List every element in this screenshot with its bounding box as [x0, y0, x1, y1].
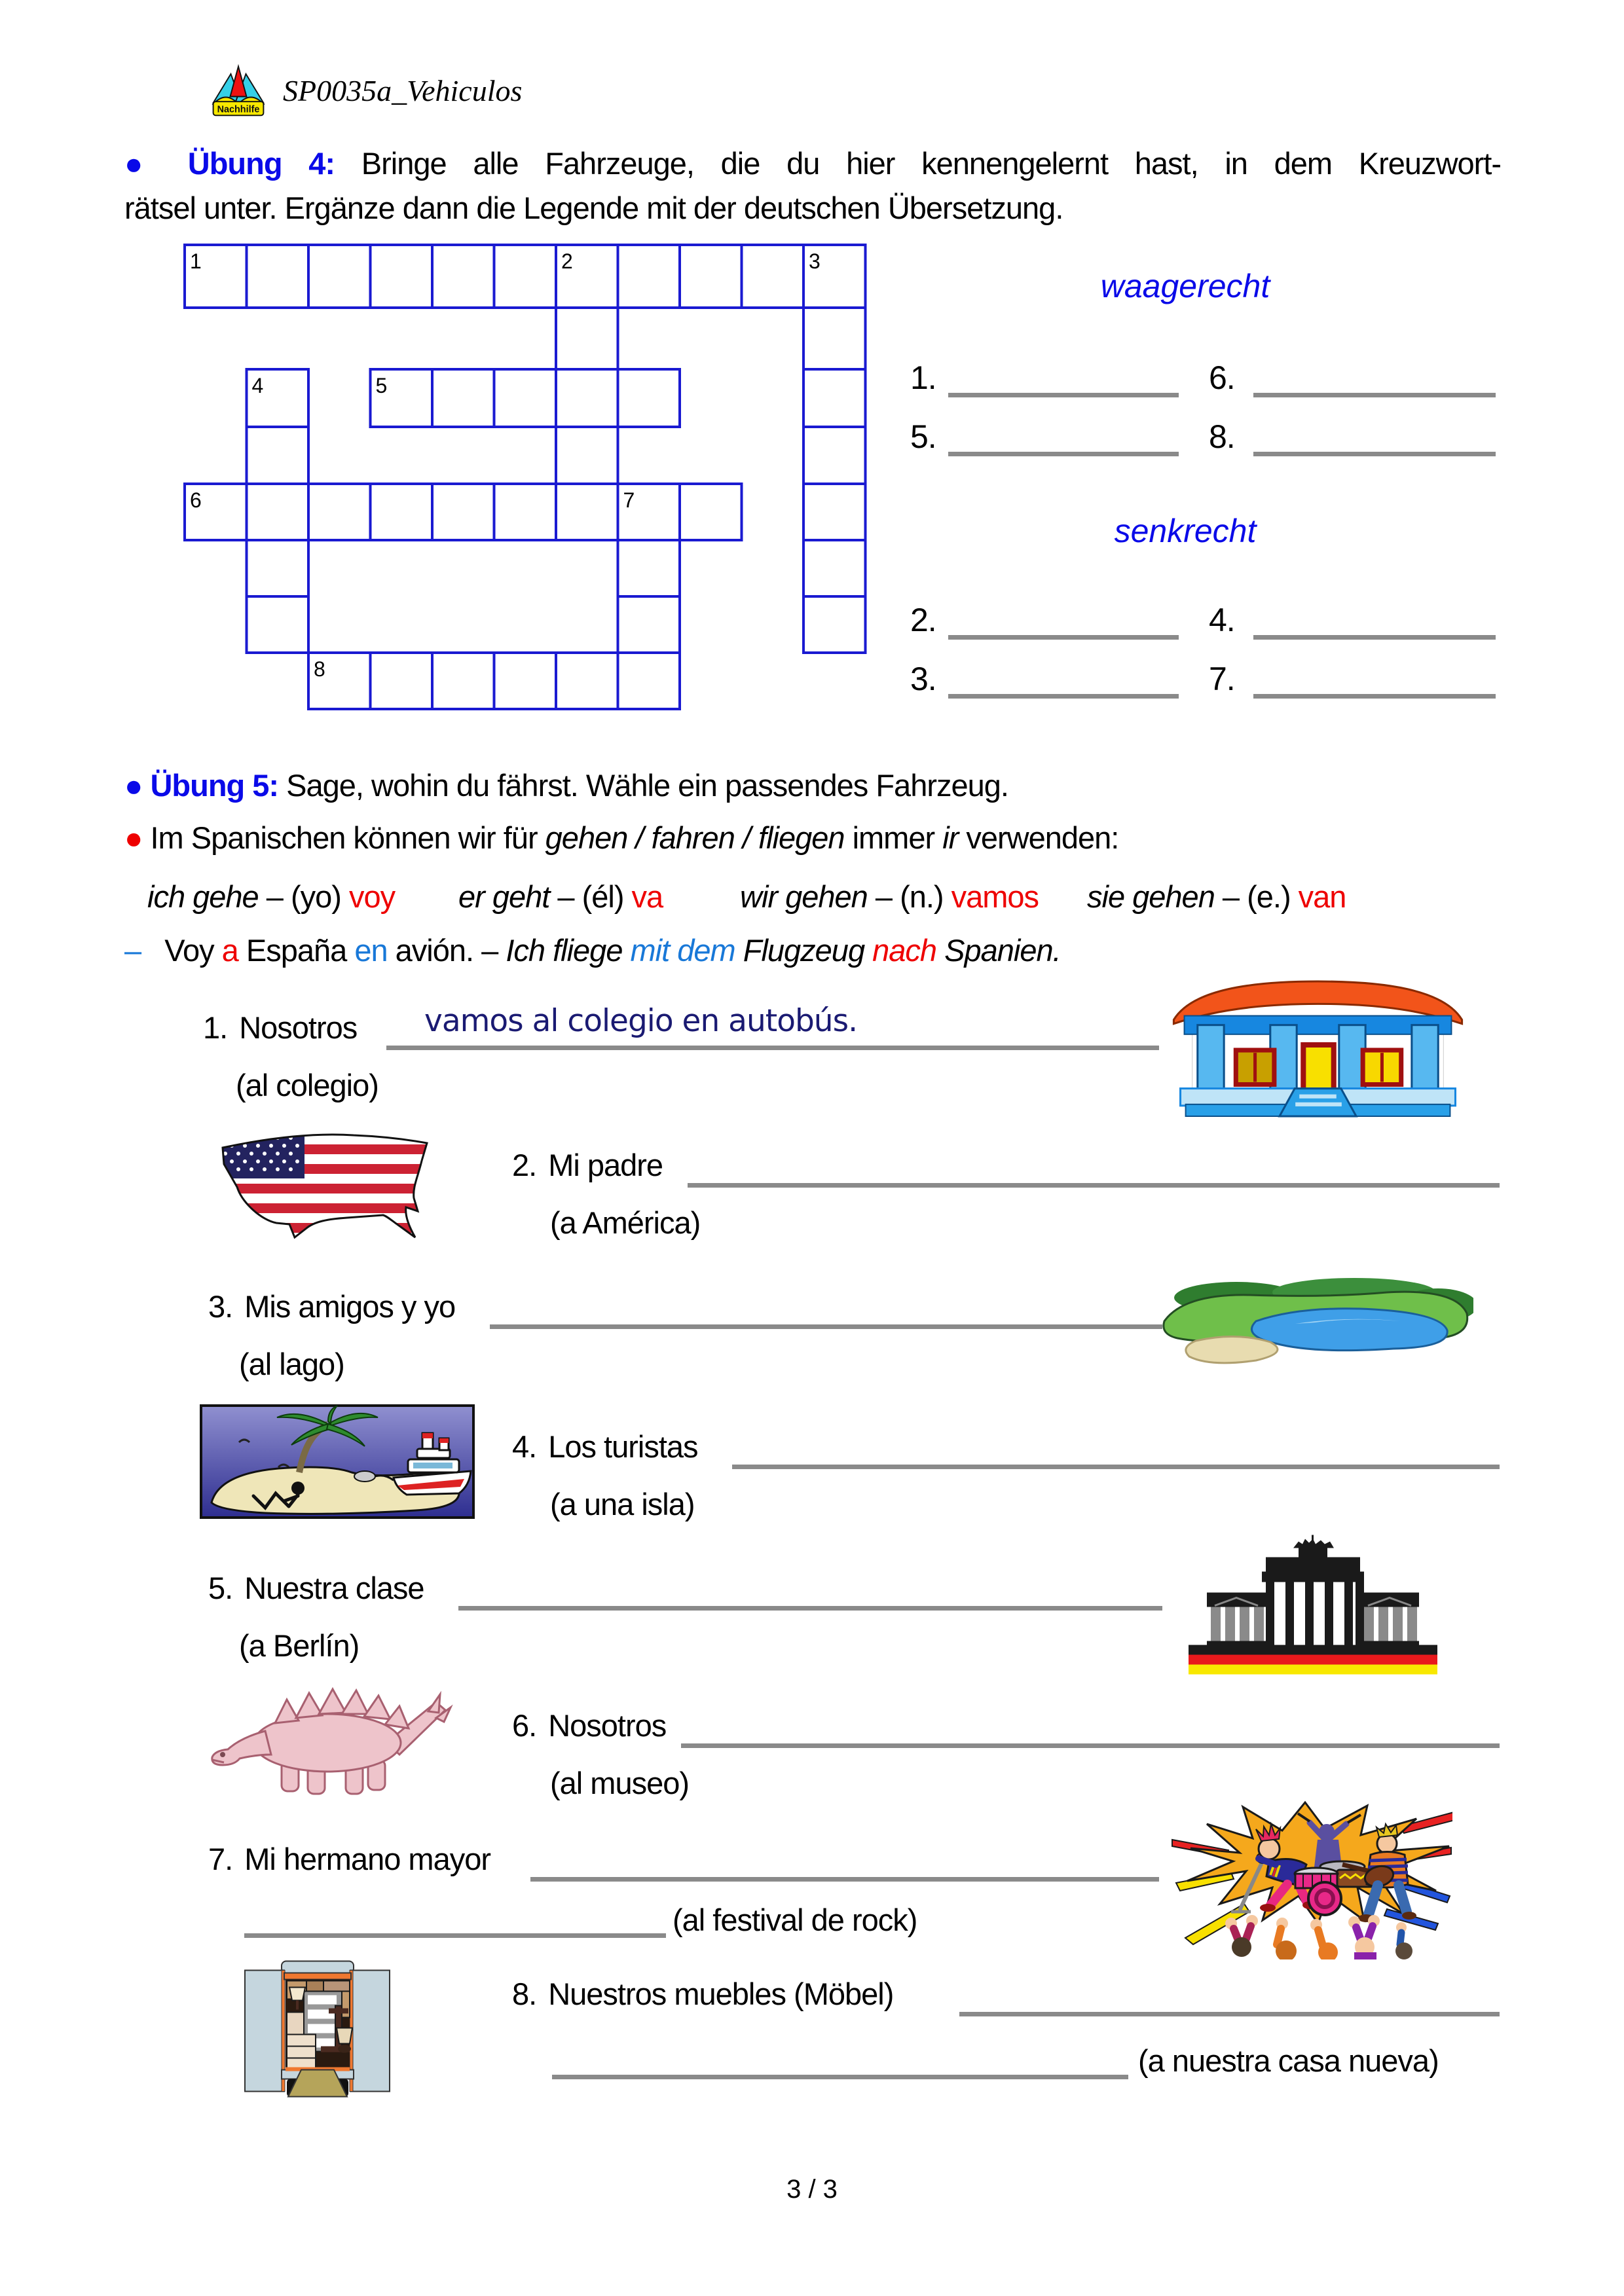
conjugation-group-4	[1087, 879, 1346, 915]
crossword-legend	[871, 262, 1500, 720]
exercise-item-6	[512, 1707, 666, 1743]
crossword-cell-number: 1	[190, 249, 202, 273]
crossword-cell	[803, 369, 866, 427]
island-image	[200, 1404, 475, 1519]
item5-hint: (a Berlín)	[239, 1628, 360, 1663]
crossword-cell	[371, 653, 433, 709]
conjugation-group-3	[740, 879, 1039, 915]
crossword-cell	[803, 308, 866, 369]
uebung5-bullet: ●	[124, 768, 143, 803]
conj1-de: ich gehe	[147, 879, 259, 914]
uebung4-bullet: ●	[124, 146, 162, 181]
uebung5-text: Sage, wohin du fährst. Wähle ein passendes Fahrzeug.	[286, 768, 1008, 803]
conj3-pron: (n.)	[900, 879, 944, 914]
legend-across-num-6: 6.	[1209, 359, 1235, 396]
item7-number: 7.	[208, 1842, 233, 1876]
answer-line-down-7	[1253, 694, 1496, 699]
conj1-pron: (yo)	[290, 879, 341, 914]
note-ir: ir	[942, 820, 959, 855]
exercise-item-7	[208, 1841, 490, 1877]
crossword-cell-number: 6	[190, 488, 202, 512]
crossword-cell	[618, 596, 680, 653]
crossword-cell	[680, 245, 742, 308]
crossword-cell	[371, 484, 433, 540]
example-ich-fliege: Ich fliege	[506, 933, 631, 968]
answer-line-across-1	[948, 393, 1179, 397]
svg-text:Nachhilfe: Nachhilfe	[217, 104, 260, 115]
crossword-cell-number: 3	[809, 249, 821, 273]
answer-line-down-3	[948, 694, 1179, 699]
example-voy: Voy	[164, 933, 222, 968]
crossword-cell	[618, 369, 680, 427]
crossword-cell	[556, 427, 618, 484]
nachhilfe-logo-icon	[207, 58, 270, 120]
item3-hint: (al lago)	[239, 1347, 344, 1381]
uebung5-heading	[124, 767, 1008, 803]
item4-number: 4.	[512, 1429, 537, 1464]
answer-line-down-4	[1253, 635, 1496, 640]
item3-lead: Mis amigos y yo	[244, 1289, 456, 1324]
uebung4-text-line1: Bringe alle Fahrzeuge, die du hier kennengelernt hast, in dem Kreuzwort-	[361, 146, 1502, 181]
crossword-cell	[432, 653, 494, 709]
note-pre: Im Spanischen können wir für	[150, 820, 545, 855]
conj2-es: va	[631, 879, 663, 914]
crossword-cell	[371, 245, 433, 308]
conj2-de: er geht	[458, 879, 550, 914]
note-mid: immer	[844, 820, 943, 855]
uebung4-line1	[124, 145, 1501, 181]
crossword-cell	[556, 369, 618, 427]
crossword-cell	[742, 245, 804, 308]
example-mit-dem: mit dem	[630, 933, 735, 968]
crossword-cell	[432, 369, 494, 427]
crossword-cell	[247, 540, 309, 596]
crossword-cell	[680, 484, 742, 540]
legend-down-num-4: 4.	[1209, 602, 1235, 638]
page-number: 3 / 3	[786, 2175, 838, 2204]
crossword-cell	[803, 596, 866, 653]
crossword-cell	[247, 427, 309, 484]
crossword-cell	[803, 540, 866, 596]
note-fliegen: fliegen	[758, 820, 845, 855]
crossword-grid	[183, 244, 867, 711]
legend-down-num-3: 3.	[910, 661, 936, 697]
answer-line-down-2	[948, 635, 1179, 640]
answer-line-7	[530, 1877, 1159, 1882]
uebung5-label: Übung 5:	[150, 768, 279, 803]
item3-number: 3.	[208, 1289, 233, 1324]
exercise-item-8	[512, 1976, 893, 2012]
item7-hint: (al festival de rock)	[673, 1903, 917, 1937]
item4-lead: Los turistas	[548, 1429, 698, 1464]
legend-across-num-5: 5.	[910, 418, 936, 455]
uebung4-line2: rätsel unter. Ergänze dann die Legende mit der deutschen Übersetzung.	[124, 191, 1063, 225]
crossword-cell	[556, 484, 618, 540]
dinosaur-image	[203, 1677, 458, 1795]
legend-across-num-1: 1.	[910, 359, 936, 396]
exercise-item-4	[512, 1429, 698, 1465]
note-fahren: fahren	[651, 820, 735, 855]
item5-number: 5.	[208, 1571, 233, 1605]
example-a: a	[221, 933, 238, 968]
crossword-cell	[247, 245, 309, 308]
answer-line-8b	[552, 2075, 1128, 2079]
crossword-cell	[618, 245, 680, 308]
crossword-cell	[803, 427, 866, 484]
example-flugzeug: Flugzeug	[735, 933, 873, 968]
item1-answer: vamos al colegio en autobús.	[424, 1003, 858, 1039]
page-title: SP0035a_Vehiculos	[283, 74, 523, 107]
item1-number: 1.	[203, 1010, 228, 1045]
uebung4-label: Übung 4:	[187, 146, 335, 181]
legend-down-num-2: 2.	[910, 602, 936, 638]
legend-down-num-7: 7.	[1209, 661, 1235, 697]
conj2-pron: (él)	[581, 879, 624, 914]
crossword-cell	[432, 245, 494, 308]
conj2-dash: –	[557, 879, 574, 914]
conj1-dash: –	[266, 879, 283, 914]
item8-hint: (a nuestra casa nueva)	[1138, 2043, 1439, 2078]
conjugation-group-1	[147, 879, 395, 915]
example-avion: avión. –	[387, 933, 506, 968]
example-en: en	[354, 933, 388, 968]
crossword-cell-number: 7	[623, 488, 635, 512]
answer-line-2	[688, 1183, 1500, 1188]
legend-across-title: waagerecht	[1100, 268, 1270, 304]
brandenburg-gate-image	[1189, 1533, 1437, 1675]
example-spanien: Spanien.	[936, 933, 1061, 968]
legend-across-num-8: 8.	[1209, 418, 1235, 455]
answer-line-4	[732, 1465, 1500, 1469]
note-sep1: /	[627, 820, 652, 855]
exercise-item-3	[208, 1288, 455, 1324]
usa-flag-image	[216, 1125, 432, 1248]
example-espana: España	[238, 933, 355, 968]
conj1-es: voy	[348, 879, 396, 914]
crossword-cell-number: 8	[314, 657, 325, 681]
crossword-cell-number: 2	[561, 249, 573, 273]
item1-hint: (al colegio)	[236, 1068, 378, 1102]
note-post: verwenden:	[958, 820, 1119, 855]
conj4-pron: (e.)	[1247, 879, 1291, 914]
item2-lead: Mi padre	[548, 1148, 663, 1182]
crossword-cell	[803, 484, 866, 540]
answer-line-across-5	[948, 452, 1179, 456]
conjugation-group-2	[458, 879, 663, 915]
item4-hint: (a una isla)	[550, 1487, 695, 1522]
item1-lead: Nosotros	[239, 1010, 358, 1045]
crossword-cell	[556, 308, 618, 369]
crossword-cell	[556, 653, 618, 709]
crossword-cell-number: 4	[251, 374, 264, 397]
conj4-dash: –	[1222, 879, 1240, 914]
crossword-cell-number: 5	[375, 374, 388, 397]
note-gehen: gehen	[545, 820, 628, 855]
item6-number: 6.	[512, 1708, 537, 1743]
crossword-cell	[494, 484, 557, 540]
answer-line-1	[386, 1046, 1159, 1050]
item7-lead: Mi hermano mayor	[244, 1842, 490, 1876]
exercise-item-5	[208, 1570, 424, 1606]
answer-line-6	[681, 1743, 1500, 1748]
item8-lead: Nuestros muebles (Möbel)	[548, 1977, 894, 2011]
school-image	[1172, 979, 1464, 1118]
crossword-cell	[247, 484, 309, 540]
answer-line-across-8	[1253, 452, 1496, 456]
conj3-dash: –	[875, 879, 892, 914]
example-dash: –	[124, 933, 141, 968]
item2-hint: (a América)	[550, 1205, 701, 1240]
crossword-cell	[618, 653, 680, 709]
conj4-de: sie gehen	[1087, 879, 1215, 914]
item5-lead: Nuestra clase	[244, 1571, 424, 1605]
legend-down-title: senkrecht	[1114, 513, 1257, 549]
item6-lead: Nosotros	[548, 1708, 667, 1743]
answer-line-5	[458, 1606, 1162, 1611]
crossword-cell	[618, 540, 680, 596]
crossword-cell	[247, 596, 309, 653]
example-sentence	[124, 932, 1061, 968]
answer-line-7b	[244, 1933, 666, 1938]
crossword-cell	[494, 369, 557, 427]
conj3-es: vamos	[951, 879, 1039, 914]
answer-line-across-6	[1253, 393, 1496, 397]
exercise-item-2	[512, 1147, 663, 1183]
note-sep2: /	[734, 820, 759, 855]
exercise-item-1	[203, 1010, 357, 1046]
crossword-cell	[432, 484, 494, 540]
answer-line-3	[490, 1324, 1162, 1329]
lake-image	[1158, 1275, 1473, 1368]
conj3-de: wir gehen	[740, 879, 868, 914]
item8-number: 8.	[512, 1977, 537, 2011]
crossword-cell	[494, 245, 557, 308]
note-bullet: ●	[124, 820, 143, 855]
grammar-note	[124, 820, 1118, 856]
rock-festival-image	[1171, 1799, 1452, 1959]
answer-line-8	[959, 2012, 1500, 2016]
crossword-cell	[494, 653, 557, 709]
example-nach: nach	[872, 933, 937, 968]
item2-number: 2.	[512, 1148, 537, 1182]
conj4-es: van	[1298, 879, 1346, 914]
crossword-cell	[308, 245, 371, 308]
item6-hint: (al museo)	[550, 1766, 690, 1800]
moving-van-image	[244, 1950, 391, 2099]
crossword-cell	[308, 484, 371, 540]
